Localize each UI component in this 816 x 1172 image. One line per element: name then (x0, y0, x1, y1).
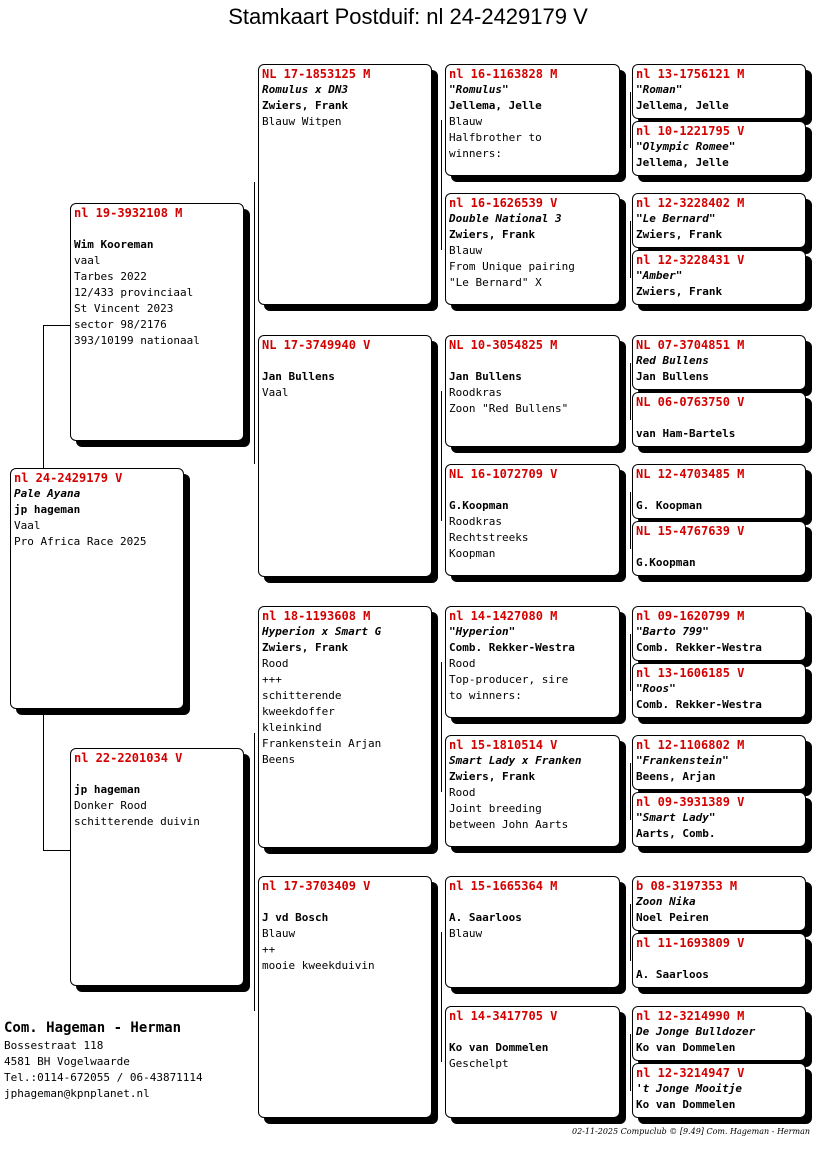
pigeon-card-gen4 (445, 193, 620, 305)
ring-number: nl 16-1626539 V (449, 196, 558, 210)
pigeon-card-gen5 (632, 464, 806, 519)
note-line: Koopman (449, 547, 496, 560)
note-line: ++ (262, 943, 276, 956)
pigeon-name: "Smart Lady" (636, 811, 716, 824)
note-line: Rood (262, 657, 289, 670)
ring-number: nl 22-2201034 V (74, 751, 183, 765)
note-line: Rechtstreeks (449, 531, 529, 544)
breeder-name: Jan Bullens (449, 370, 522, 383)
breeder-name: Jellema, Jelle (636, 99, 729, 112)
connector-line (630, 1034, 631, 1091)
pigeon-card-gen4 (445, 464, 620, 576)
note-line: Halfbrother to (449, 131, 542, 144)
pigeon-name: Romulus x DN3 (262, 83, 349, 96)
pigeon-name: "Romulus" (449, 83, 509, 96)
breeder-name: Beens, Arjan (636, 770, 716, 783)
ring-number: NL 06-0763750 V (636, 395, 745, 409)
pigeon-name (262, 353, 428, 369)
ring-number: nl 12-3228431 V (636, 253, 745, 267)
pigeon-card-father (70, 203, 244, 441)
ring-number: nl 19-3932108 M (74, 206, 183, 220)
owner-phone: Tel.:0114-672055 / 06-43871114 (4, 1071, 203, 1084)
owner-name: Com. Hageman - Herman (4, 1020, 182, 1036)
pigeon-name: "Barto 799" (636, 625, 709, 638)
pigeon-card-gen5 (632, 1063, 806, 1118)
note-line: 12/433 provinciaal (74, 286, 194, 299)
ring-number: NL 12-4703485 M (636, 467, 745, 481)
pigeon-card-gen3 (258, 64, 432, 305)
pigeon-card-gen4 (445, 606, 620, 718)
connector-line (254, 733, 255, 1011)
ring-number: nl 14-3417705 V (449, 1009, 558, 1023)
ring-number: NL 15-4767639 V (636, 524, 745, 538)
breeder-name: Zwiers, Frank (449, 228, 536, 241)
pigeon-name (449, 894, 616, 910)
pigeon-name: "Roman" (636, 83, 683, 96)
connector-line (43, 712, 44, 851)
note-line: Frankenstein Arjan (262, 737, 382, 750)
note-line: mooie kweekduivin (262, 959, 375, 972)
note-line: kweekdoffer (262, 705, 335, 718)
pigeon-card-gen5 (632, 1006, 806, 1061)
owner-address-line: Bossestraat 118 (4, 1039, 104, 1052)
note-line: Rood (449, 657, 476, 670)
connector-line (43, 325, 70, 326)
pigeon-card-root (10, 468, 184, 709)
pigeon-name: "Frankenstein" (636, 754, 729, 767)
ring-number: nl 12-3214990 M (636, 1009, 745, 1023)
ring-number: nl 14-1427080 M (449, 609, 558, 623)
ring-number: nl 10-1221795 V (636, 124, 745, 138)
pigeon-name: "Olympic Romee" (636, 140, 736, 153)
note-line: 393/10199 nationaal (74, 334, 200, 347)
pigeon-name (449, 353, 616, 369)
connector-line (630, 92, 631, 148)
pigeon-name: De Jonge Bulldozer (636, 1025, 756, 1038)
pigeon-name: Red Bullens (636, 354, 709, 367)
pigeon-card-gen3 (258, 876, 432, 1118)
breeder-name: Ko van Dommelen (636, 1041, 736, 1054)
breeder-name: Aarts, Comb. (636, 827, 716, 840)
breeder-name: Ko van Dommelen (449, 1041, 549, 1054)
pigeon-card-gen4 (445, 335, 620, 447)
pigeon-card-gen5 (632, 933, 806, 988)
breeder-name: Comb. Rekker-Westra (636, 698, 762, 711)
note-line: between John Aarts (449, 818, 569, 831)
breeder-name: Jan Bullens (636, 370, 709, 383)
pigeon-name (636, 410, 802, 426)
note-line: From Unique pairing (449, 260, 575, 273)
connector-line (630, 492, 631, 549)
connector-line (630, 634, 631, 691)
breeder-name: Zwiers, Frank (449, 770, 536, 783)
note-line: kleinkind (262, 721, 322, 734)
breeder-name: G. Koopman (636, 499, 703, 512)
breeder-name: Zwiers, Frank (262, 99, 349, 112)
pigeon-name: Smart Lady x Franken (449, 754, 582, 767)
pigeon-card-gen5 (632, 792, 806, 847)
owner-address-line: 4581 BH Vogelwaarde (4, 1055, 130, 1068)
note-line: Blauw (262, 927, 296, 940)
pigeon-card-gen3 (258, 335, 432, 577)
connector-line (43, 850, 70, 851)
breeder-name: van Ham-Bartels (636, 427, 736, 440)
note-line: Pro Africa Race 2025 (14, 535, 147, 548)
pigeon-card-mother (70, 748, 244, 986)
ring-number: b 08-3197353 M (636, 879, 738, 893)
note-line: Beens (262, 753, 296, 766)
ring-number: NL 16-1072709 V (449, 467, 558, 481)
pigeon-card-gen4 (445, 876, 620, 988)
connector-line (441, 662, 442, 792)
note-line: vaal (74, 254, 101, 267)
note-line: Blauw (449, 115, 483, 128)
pigeon-card-gen5 (632, 335, 806, 390)
note-line: "Le Bernard" X (449, 276, 542, 289)
pigeon-name (74, 221, 240, 237)
pigeon-card-gen5 (632, 193, 806, 248)
note-line: Blauw (449, 244, 483, 257)
pigeon-card-gen4 (445, 735, 620, 847)
pigeon-card-gen5 (632, 64, 806, 119)
pigeon-card-gen5 (632, 735, 806, 790)
breeder-name: Comb. Rekker-Westra (449, 641, 575, 654)
note-line: sector 98/2176 (74, 318, 167, 331)
note-line: Roodkras (449, 386, 502, 399)
note-line: St Vincent 2023 (74, 302, 174, 315)
pigeon-name: "Hyperion" (449, 625, 516, 638)
ring-number: NL 10-3054825 M (449, 338, 558, 352)
note-line: to winners: (449, 689, 522, 702)
connector-line (630, 763, 631, 820)
pigeon-name: Zoon Nika (636, 895, 696, 908)
ring-number: nl 16-1163828 M (449, 67, 558, 81)
note-line: Vaal (14, 519, 41, 532)
breeder-name: Zwiers, Frank (636, 228, 723, 241)
ring-number: nl 15-1810514 V (449, 738, 558, 752)
connector-line (43, 325, 44, 473)
pigeon-card-gen5 (632, 876, 806, 931)
pigeon-card-gen5 (632, 121, 806, 176)
owner-email: jphageman@kpnplanet.nl (4, 1087, 150, 1100)
pigeon-name: Hyperion x Smart G (262, 625, 382, 638)
breeder-name: A. Saarloos (636, 968, 709, 981)
breeder-name: Wim Kooreman (74, 238, 154, 251)
pigeon-card-gen4 (445, 64, 620, 176)
connector-line (441, 120, 442, 250)
breeder-name: Zwiers, Frank (262, 641, 349, 654)
pigeon-name: "Roos" (636, 682, 676, 695)
note-line: Tarbes 2022 (74, 270, 147, 283)
breeder-name: Jellema, Jelle (449, 99, 542, 112)
note-line: Blauw Witpen (262, 115, 342, 128)
pigeon-name (74, 766, 240, 782)
page-title: Stamkaart Postduif: nl 24-2429179 V (228, 4, 588, 29)
breeder-name: G.Koopman (449, 499, 509, 512)
pigeon-name (449, 1024, 616, 1040)
pigeon-name: 't Jonge Mooitje (636, 1082, 742, 1095)
ring-number: nl 12-3214947 V (636, 1066, 745, 1080)
note-line: Donker Rood (74, 799, 147, 812)
breeder-name: Ko van Dommelen (636, 1098, 736, 1111)
breeder-name: jp hageman (14, 503, 81, 516)
pigeon-name: Pale Ayana (14, 487, 81, 500)
connector-line (441, 391, 442, 521)
ring-number: nl 11-1693809 V (636, 936, 745, 950)
note-line: Vaal (262, 386, 289, 399)
connector-line (630, 363, 631, 420)
note-line: Rood (449, 786, 476, 799)
breeder-name: Comb. Rekker-Westra (636, 641, 762, 654)
pigeon-card-gen5 (632, 250, 806, 305)
pigeon-name (449, 482, 616, 498)
breeder-name: G.Koopman (636, 556, 696, 569)
note-line: schitterende (262, 689, 342, 702)
ring-number: nl 09-1620799 M (636, 609, 745, 623)
ring-number: nl 12-3228402 M (636, 196, 745, 210)
pigeon-name (636, 539, 802, 555)
breeder-name: Jan Bullens (262, 370, 335, 383)
breeder-name: Noel Peiren (636, 911, 709, 924)
breeder-name: Jellema, Jelle (636, 156, 729, 169)
connector-line (630, 904, 631, 961)
pigeon-name: Double National 3 (449, 212, 562, 225)
pigeon-name (262, 894, 428, 910)
ring-number: nl 09-3931389 V (636, 795, 745, 809)
ring-number: NL 17-1853125 M (262, 67, 371, 81)
ring-number: nl 13-1606185 V (636, 666, 745, 680)
note-line: schitterende duivin (74, 815, 200, 828)
note-line: +++ (262, 673, 282, 686)
breeder-name: jp hageman (74, 783, 141, 796)
pigeon-card-gen5 (632, 521, 806, 576)
ring-number: nl 24-2429179 V (14, 471, 123, 485)
ring-number: NL 07-3704851 M (636, 338, 745, 352)
ring-number: nl 15-1665364 M (449, 879, 558, 893)
pigeon-name: "Amber" (636, 269, 683, 282)
note-line: winners: (449, 147, 502, 160)
connector-line (630, 221, 631, 278)
breeder-name: A. Saarloos (449, 911, 522, 924)
ring-number: nl 17-3703409 V (262, 879, 371, 893)
ring-number: nl 18-1193608 M (262, 609, 371, 623)
pigeon-card-gen3 (258, 606, 432, 848)
pigeon-name: "Le Bernard" (636, 212, 716, 225)
footer-credit: 02-11-2025 Compuclub © [9.49] Com. Hageman - Herman (571, 1127, 810, 1136)
connector-line (254, 182, 255, 464)
note-line: Blauw (449, 927, 483, 940)
ring-number: NL 17-3749940 V (262, 338, 371, 352)
pigeon-name (636, 951, 802, 967)
pigeon-card-gen4 (445, 1006, 620, 1118)
ring-number: nl 13-1756121 M (636, 67, 745, 81)
note-line: Joint breeding (449, 802, 542, 815)
note-line: Geschelpt (449, 1057, 509, 1070)
breeder-name: J vd Bosch (262, 911, 329, 924)
note-line: Top-producer, sire (449, 673, 569, 686)
breeder-name: Zwiers, Frank (636, 285, 723, 298)
connector-line (441, 932, 442, 1062)
owner-info (4, 1018, 203, 1102)
pigeon-name (636, 482, 802, 498)
pigeon-card-gen5 (632, 606, 806, 661)
pigeon-card-gen5 (632, 392, 806, 447)
note-line: Zoon "Red Bullens" (449, 402, 569, 415)
ring-number: nl 12-1106802 M (636, 738, 745, 752)
note-line: Roodkras (449, 515, 502, 528)
pigeon-card-gen5 (632, 663, 806, 718)
